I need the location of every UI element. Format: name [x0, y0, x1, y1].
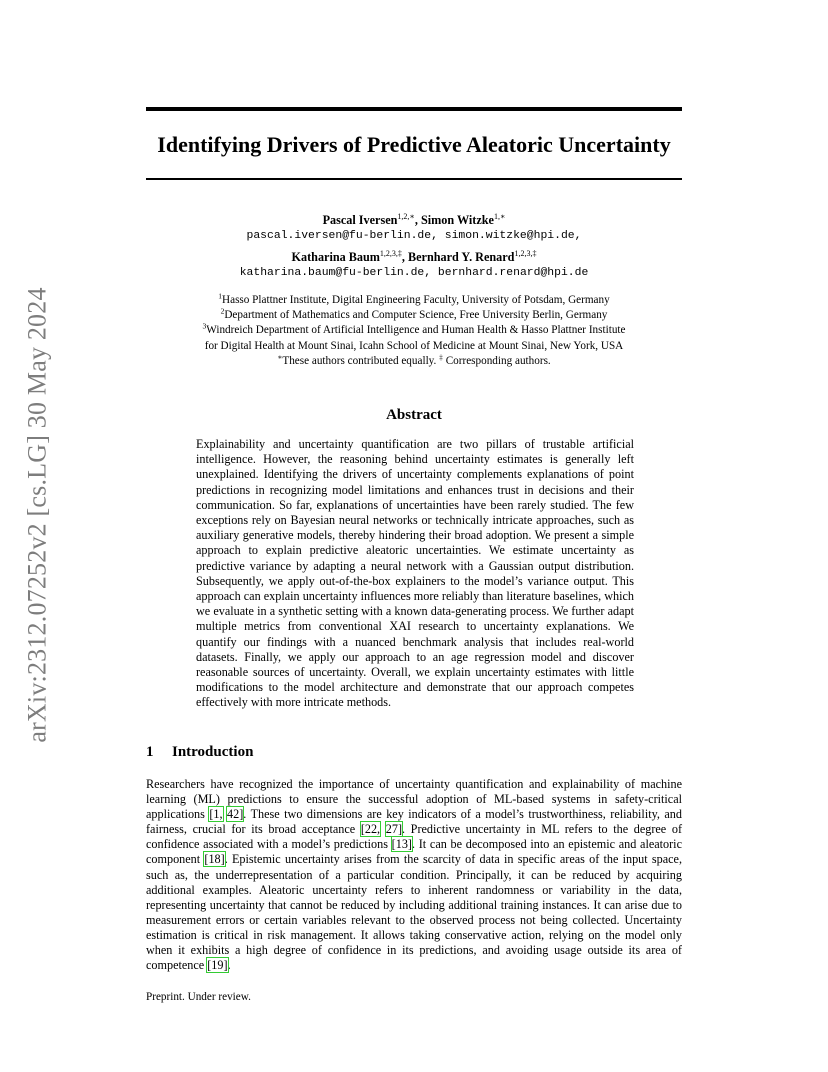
author-line-1: Pascal Iversen$^{1,2,∗}$, Simon Witzke$^{1,∗}$: [322, 211, 506, 227]
affiliation-3: [146, 323, 682, 338]
body-text: Researchers have recognized the importance of uncertainty quantification and explainability of machine learning (ML) predictions to ensure the successful adoption of ML-based systems in safety-critical applications: [146, 777, 682, 822]
affiliation-sup: 2: [220, 306, 225, 316]
author-block: [146, 212, 682, 281]
body-text: . Predictive uncertainty in ML refers to the degree of confidence associated with a model’s predictions: [146, 822, 683, 852]
affiliation-sup: 1: [218, 291, 223, 301]
section-number: 1: [146, 744, 154, 760]
note-sup: ‡: [439, 352, 443, 362]
citation-link[interactable]: [13]: [391, 837, 412, 852]
arxiv-identifier: [21, 270, 55, 760]
author-name: Katharina Baum: [291, 250, 380, 264]
abstract-heading: Abstract: [386, 407, 442, 423]
title-rule-bottom: [146, 178, 682, 180]
affiliation-text: Department of Mathematics and Computer Science, Free University Berlin, Germany: [224, 309, 608, 322]
introduction-paragraph: [146, 777, 682, 973]
body-text: . Epistemic uncertainty arises from the scarcity of data in specific areas of the input space, such as, the underrepresentation of a particular condition. Principally, it can be reduced by acquiring additional examples. Aleatoric uncertainty refers to inherent randomness or variability in the data, representing uncertainty that cannot be reduced by including additional training instances. It can arise due to measurement errors or certain variables relevant to the observed process not being collected. Uncertainty estimation is critical in risk management. It allows taking conservative action, relying on the model only when it exhibits a high degree of confidence in its predictions, and avoiding usage outside its area of competence: [146, 852, 682, 973]
citation-link[interactable]: 42]: [227, 807, 244, 822]
author-affil-sup: 1,2,3,‡: [379, 248, 402, 258]
affiliation-sup: 3: [202, 321, 207, 331]
affiliation-1: [146, 293, 682, 308]
note-sup: ∗: [277, 352, 283, 362]
author-emails-2: katharina.baum@fu-berlin.de, bernhard.renard@hpi.de: [239, 267, 589, 279]
author-name: Bernhard Y. Renard: [408, 250, 515, 264]
citation-link[interactable]: [19]: [207, 958, 228, 973]
body-text: . It can be decomposed into an epistemic and aleatoric component: [146, 837, 682, 867]
author-line-2: Katharina Baum$^{1,2,3,\ddagger}$, Bernhard Y. Renard$^{1,2,3,\ddagger}$: [291, 248, 537, 264]
body-text: .: [227, 958, 231, 973]
footer-note: Preprint. Under review.: [146, 991, 251, 1003]
author-notes: [146, 354, 682, 369]
author-name: Simon Witzke: [420, 213, 494, 227]
affiliation-3-cont: for Digital Health at Mount Sinai, Icahn School of Medicine at Mount Sinai, New York, USA: [204, 339, 624, 352]
author-emails-1: pascal.iversen@fu-berlin.de, simon.witzke@hpi.de,: [246, 230, 582, 242]
author-affil-sup: 1,2,3,‡: [514, 248, 537, 258]
section-heading: [146, 742, 253, 762]
note-text: These authors contributed equally.: [282, 354, 437, 367]
section-title: Introduction: [172, 744, 254, 760]
note-text: Corresponding authors.: [445, 354, 551, 367]
author-affil-sup: 1,∗: [493, 211, 506, 221]
author-affil-sup: 1,2,∗: [397, 211, 415, 221]
citation-link[interactable]: 27]: [385, 822, 402, 837]
affiliation-text: Windreich Department of Artificial Intelligence and Human Health & Hasso Plattner Institute: [206, 324, 626, 337]
affiliation-2: [146, 308, 682, 323]
arxiv-identifier-text: arXiv:2312.07252v2 [cs.LG] 30 May 2024: [23, 287, 53, 743]
affiliation-text: Hasso Plattner Institute, Digital Engineering Faculty, University of Potsdam, Germany: [222, 294, 610, 306]
author-name: Pascal Iversen: [322, 213, 398, 227]
body-text: . These two dimensions are key indicators of a model’s trustworthiness, reliability, and fairness, crucial for its broad acceptance: [146, 807, 682, 837]
affiliations: [146, 293, 682, 369]
paper-title: Identifying Drivers of Predictive Aleatoric Uncertainty: [157, 132, 671, 157]
abstract-text: Explainability and uncertainty quantification are two pillars of trustable artificial intelligence. However, the reasoning behind uncertainty estimates is generally left unexplained. Identifying the drivers of uncertainty complements explanations of point predictions in recognizing model limitations and enhances trust in decisions and their communication. So far, explanations of uncertainties have been rarely studied. The few exceptions rely on Bayesian neural networks or technically intricate approaches, such as auxiliary generative models, thereby hindering their broad adoption. We present a simple approach to explain predictive aleatoric uncertainties. We estimate uncertainty as predictive variance by adapting a neural network with a Gaussian output distribution. Subsequently, we apply out-of-the-box explainers to the model’s variance output. This approach can explain uncertainty influences more reliably than literature baselines, which we evaluate in a synthetic setting with a known data-generating process. We further adapt multiple metrics from conventional XAI research to uncertainty explanations. We quantify our findings with a nuanced benchmark analysis that includes real-world datasets. Finally, we apply our approach to an age regression model and discover reasonable sources of uncertainty. Overall, we explain uncertainty estimates with little modifications to the model architecture and demonstrate that our approach competes effectively with more intricate methods.: [196, 437, 634, 710]
citation-link[interactable]: [1,: [209, 807, 223, 822]
citation-link[interactable]: [18]: [204, 852, 225, 867]
title-rule-top: [146, 107, 682, 111]
citation-link[interactable]: [22,: [360, 822, 381, 837]
